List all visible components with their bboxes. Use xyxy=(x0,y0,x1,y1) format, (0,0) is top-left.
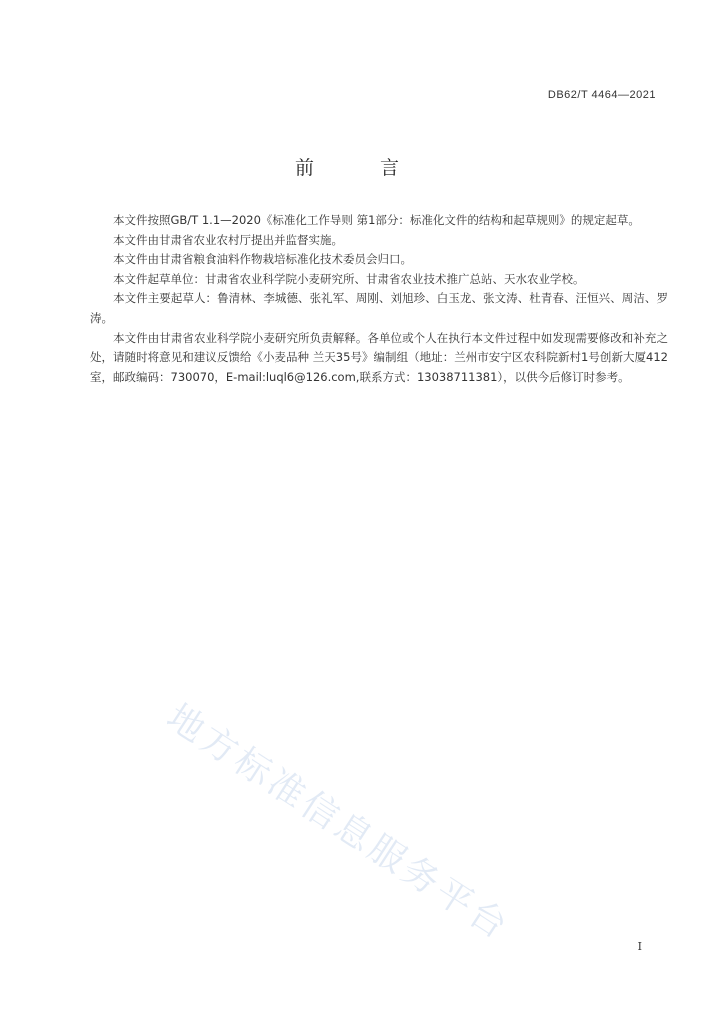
paragraph-drafting-rules: 本文件按照GB/T 1.1—2020《标准化工作导则 第1部分：标准化文件的结构和起草规则》的规定起草。 xyxy=(113,213,640,227)
paragraph-drafting-units: 本文件起草单位：甘肃省农业科学院小麦研究所、甘肃省农业技术推广总站、天水农业学校。 xyxy=(113,271,585,286)
paragraph-interpretation: 本文件由甘肃省农业科学院小麦研究所负责解释。各单位或个人在执行本文件过程中如发现需要修改和补充之处，请随时将意见和建议反馈给《小麦品种 兰天35号》编制组（地址：兰州市安宁区农科院新村1号创新大厦412室，邮政编码：730070，E-mail:luql6@126.com,联系方式：13038711381），以供今后修订时参考。 xyxy=(90,330,668,384)
paragraph-committee: 本文件由甘肃省粮食油料作物栽培标准化技术委员会归口。 xyxy=(113,252,412,267)
page-number: I xyxy=(637,940,642,953)
foreword-body xyxy=(90,211,668,387)
page-title: 前 言 xyxy=(294,157,430,179)
watermark: 地方标准信息服务平台 xyxy=(159,696,518,949)
document-code: DB62/T 4464—2021 xyxy=(547,89,656,101)
paragraph-drafters: 本文件主要起草人：鲁清林、李城德、张礼军、周刚、刘旭珍、白玉龙、张文涛、杜青春、汪恒兴、周洁、罗涛。 xyxy=(90,291,668,325)
paragraph-proposer: 本文件由甘肃省农业农村厅提出并监督实施。 xyxy=(113,232,343,247)
